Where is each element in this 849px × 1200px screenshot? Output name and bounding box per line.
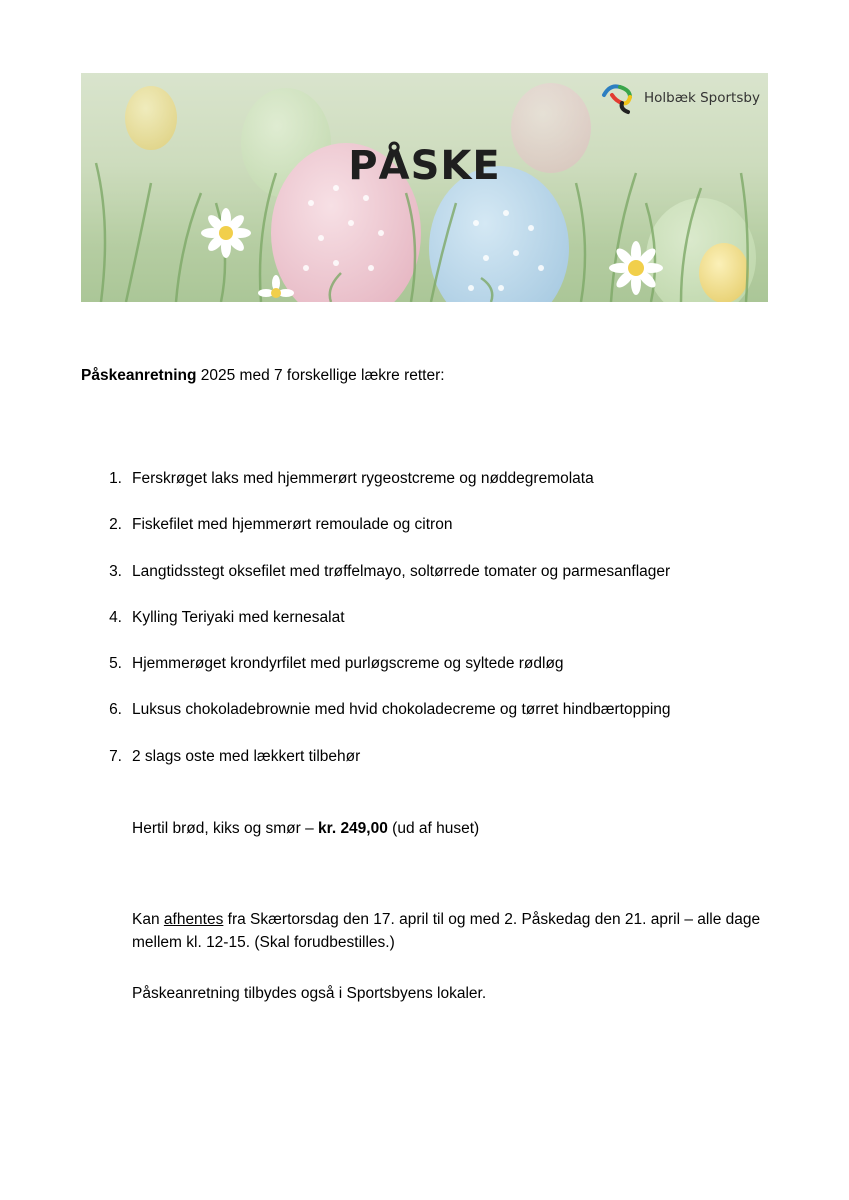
- item-number: 2.: [109, 516, 122, 534]
- pickup-paragraph: [132, 908, 772, 954]
- item-text: Fiskefilet med hjemmerørt remoulade og citron: [132, 516, 453, 534]
- pickup-pre: Kan: [132, 911, 164, 928]
- intro-bold: Påskeanretning: [81, 367, 197, 384]
- intro-rest: 2025 med 7 forskellige lækre retter:: [196, 367, 445, 384]
- item-number: 1.: [109, 470, 122, 487]
- intro-line: [81, 367, 445, 385]
- item-number: 5.: [109, 655, 122, 673]
- price-pre: Hertil brød, kiks og smør –: [132, 820, 319, 837]
- brand-name: Holbæk Sportsby: [644, 90, 760, 106]
- item-text: Luksus chokoladebrownie med hvid chokoladecreme og tørret hindbærtopping: [132, 701, 671, 719]
- item-text: Langtidsstegt oksefilet med trøffelmayo, soltørrede tomater og parmesanflager: [132, 562, 671, 580]
- item-text: Ferskrøget laks med hjemmerørt rygeostcreme og nøddegremolata: [132, 470, 594, 487]
- item-text: Kylling Teriyaki med kernesalat: [132, 608, 345, 626]
- pickup-underlined: afhentes: [163, 911, 224, 928]
- page-title: PÅSKE: [348, 143, 501, 189]
- item-number: 3.: [109, 562, 122, 580]
- brand-logo: [600, 80, 760, 116]
- item-number: 4.: [109, 608, 122, 626]
- item-text: Hjemmerøget krondyrfilet med purløgscreme og syltede rødløg: [132, 655, 564, 673]
- sportsby-logo-icon: [600, 81, 638, 115]
- price-post: (ud af huset): [387, 820, 480, 837]
- item-number: 6.: [109, 701, 122, 719]
- item-text: 2 slags oste med lækkert tilbehør: [132, 747, 361, 765]
- pickup-post: fra Skærtorsdag den 17. april til og med 2. Påskedag den 21. april – alle dage mellem kl. 12-15. (Skal forudbestilles.): [132, 911, 761, 951]
- venue-line: Påskeanretning tilbydes også i Sportsbyens lokaler.: [132, 985, 487, 1002]
- price-amount: kr. 249,00: [318, 820, 388, 837]
- price-line: [132, 817, 772, 840]
- item-number: 7.: [109, 747, 122, 765]
